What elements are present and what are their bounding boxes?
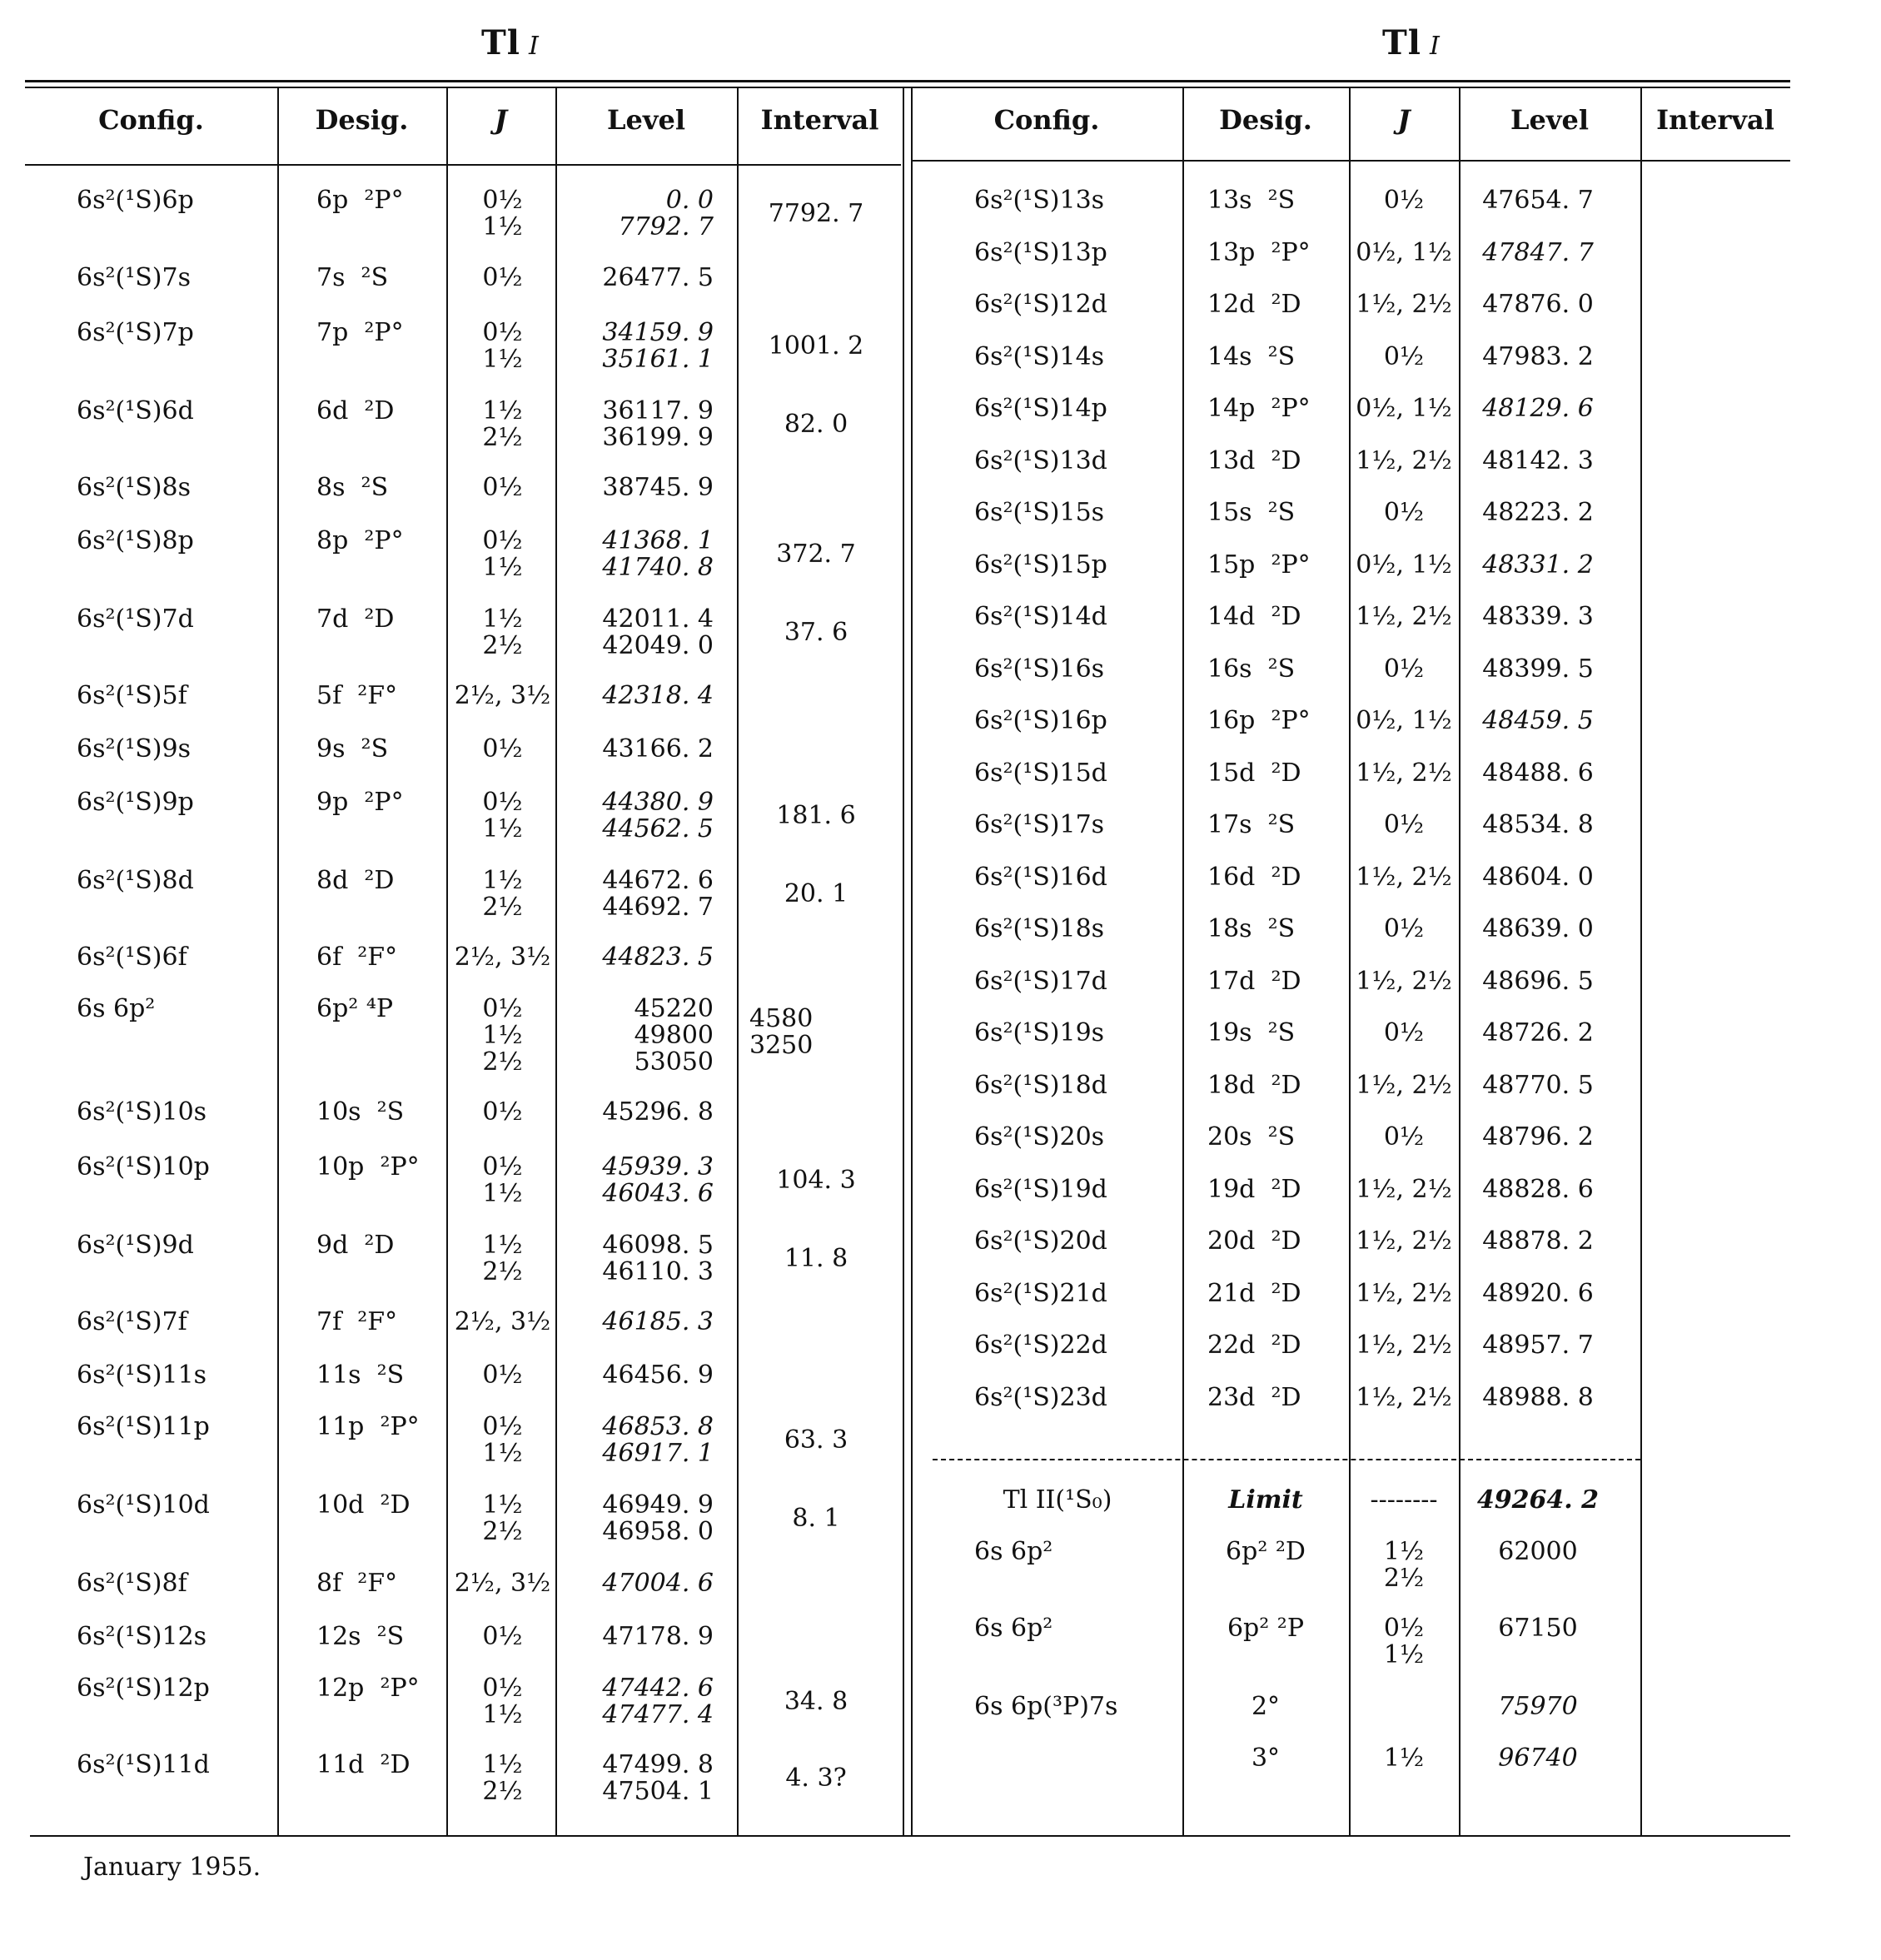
left-row-level: 46853. 8 46917. 1 <box>602 1412 714 1468</box>
right-row-desig: 16s ²S <box>1207 654 1296 684</box>
right-row-level: 48696. 5 <box>1482 966 1594 996</box>
left-row-j: 2½, 3½ <box>454 943 551 972</box>
right-header-interval: Interval <box>1656 104 1774 136</box>
left-row-desig: 9s ²S <box>316 734 389 764</box>
bottom-rule <box>30 1835 1790 1837</box>
right-row-j: 1½, 2½ <box>1356 1226 1452 1256</box>
top-rule-2 <box>25 87 1790 88</box>
left-row-j: 0½ <box>482 1097 523 1127</box>
right-header-desig: Desig. <box>1219 104 1312 136</box>
left-row-level: 44823. 5 <box>602 943 714 972</box>
extra-row-desig: 3° <box>1251 1744 1281 1773</box>
left-row-config: 6s²(¹S)8s <box>77 473 191 502</box>
right-row-config: 6s²(¹S)15s <box>974 498 1105 527</box>
left-row-config: 6s²(¹S)10p <box>77 1152 210 1181</box>
right-row-config: 6s²(¹S)18s <box>974 914 1105 943</box>
right-row-config: 6s²(¹S)14p <box>974 394 1107 423</box>
left-row-j: 0½ 1½ <box>482 186 523 241</box>
left-row-config: 6s²(¹S)10d <box>77 1490 210 1520</box>
extra-row-level: 96740 <box>1498 1744 1578 1773</box>
left-row-config: 6s²(¹S)12s <box>77 1622 207 1651</box>
right-row-desig: 15s ²S <box>1207 498 1296 527</box>
right-row-j: 1½, 2½ <box>1356 1278 1452 1308</box>
right-title-element: Tl <box>1382 23 1421 62</box>
right-row-level: 47983. 2 <box>1482 341 1594 371</box>
right-row-desig: 20s ²S <box>1207 1122 1296 1152</box>
left-row-j: 0½ 1½ <box>482 526 523 582</box>
left-row-j: 0½ 1½ <box>482 1152 523 1208</box>
right-row-level: 48399. 5 <box>1482 654 1594 684</box>
right-row-config: 6s²(¹S)16p <box>974 706 1107 735</box>
extra-row-level: 67150 <box>1498 1614 1578 1643</box>
left-row-config: 6s²(¹S)11d <box>77 1750 210 1779</box>
right-row-desig: 14s ²S <box>1207 341 1296 371</box>
left-row-desig: 6p² ⁴P <box>316 994 394 1023</box>
left-row-desig: 11s ²S <box>316 1361 405 1390</box>
right-row-desig: 15d ²D <box>1207 758 1301 788</box>
extra-row-desig: 2° <box>1251 1692 1281 1721</box>
extra-row-config: 6s 6p(³P)7s <box>974 1692 1118 1721</box>
right-row-level: 48988. 8 <box>1482 1382 1594 1412</box>
right-row-j: 0½, 1½ <box>1356 706 1452 735</box>
left-row-desig: 8d ²D <box>316 866 395 895</box>
left-row-level: 46949. 9 46958. 0 <box>602 1490 714 1546</box>
right-row-j: 1½, 2½ <box>1356 1331 1452 1360</box>
left-row-config: 6s²(¹S)6d <box>77 396 194 425</box>
left-row-level: 44672. 6 44692. 7 <box>602 866 714 922</box>
right-row-config: 6s²(¹S)23d <box>974 1382 1107 1412</box>
extra-row-level: 75970 <box>1498 1692 1578 1721</box>
right-row-config: 6s²(¹S)16s <box>974 654 1105 684</box>
limit-config: Tl II(¹S₀) <box>1003 1485 1112 1515</box>
left-row-j: 0½ <box>482 1622 523 1651</box>
limit-j: -------- <box>1370 1485 1438 1515</box>
left-row-j: 0½ <box>482 1361 523 1390</box>
table-divider-b <box>911 88 913 1835</box>
right-row-desig: 17s ²S <box>1207 810 1296 839</box>
right-row-j: 0½ <box>1383 1018 1425 1047</box>
right-row-j: 0½ <box>1383 498 1425 527</box>
left-row-level: 47178. 9 <box>602 1622 714 1651</box>
right-row-level: 48129. 6 <box>1482 394 1594 423</box>
left-row-j: 1½ 2½ <box>482 604 523 660</box>
left-row-j: 0½ 1½ <box>482 1674 523 1729</box>
left-row-desig: 6p ²P° <box>316 186 404 215</box>
right-row-desig: 14d ²D <box>1207 602 1301 631</box>
left-row-interval: 4580 3250 <box>749 1004 814 1060</box>
left-row-desig: 7d ²D <box>316 604 395 634</box>
left-header-desig: Desig. <box>315 104 409 136</box>
right-row-level: 48459. 5 <box>1482 706 1594 735</box>
right-row-config: 6s²(¹S)13d <box>974 445 1107 475</box>
right-row-desig: 16d ²D <box>1207 862 1301 892</box>
right-header-j: J <box>1397 104 1411 136</box>
left-row-j: 2½, 3½ <box>454 681 551 710</box>
right-header-rule <box>911 160 1790 162</box>
right-table-dashed-rule <box>933 1459 1640 1460</box>
right-row-j: 1½, 2½ <box>1356 758 1452 788</box>
right-row-j: 1½, 2½ <box>1356 1382 1452 1412</box>
left-row-level: 47442. 6 47477. 4 <box>602 1674 714 1729</box>
left-row-level: 45220 49800 53050 <box>634 994 714 1077</box>
left-row-j: 0½ 1½ 2½ <box>482 994 523 1077</box>
right-row-j: 0½ <box>1383 1122 1425 1152</box>
left-row-level: 46456. 9 <box>602 1361 714 1390</box>
left-row-config: 6s 6p² <box>77 994 156 1023</box>
left-row-level: 47499. 8 47504. 1 <box>602 1750 714 1806</box>
left-row-j: 0½ <box>482 734 523 764</box>
left-col-sep-1 <box>277 88 279 1835</box>
left-row-interval: 181. 6 <box>776 801 856 830</box>
left-col-sep-2 <box>446 88 448 1835</box>
left-row-desig: 9p ²P° <box>316 788 404 817</box>
right-row-j: 1½, 2½ <box>1356 1070 1452 1100</box>
right-title-roman: I <box>1429 32 1441 61</box>
right-row-level: 47654. 7 <box>1482 186 1594 215</box>
left-row-level: 46098. 5 46110. 3 <box>602 1231 714 1286</box>
right-row-desig: 23d ²D <box>1207 1382 1301 1412</box>
right-row-config: 6s²(¹S)15p <box>974 550 1107 580</box>
right-row-config: 6s²(¹S)18d <box>974 1070 1107 1100</box>
left-row-j: 2½, 3½ <box>454 1307 551 1336</box>
left-row-level: 44380. 9 44562. 5 <box>602 788 714 843</box>
right-row-j: 1½, 2½ <box>1356 966 1452 996</box>
left-row-interval: 372. 7 <box>776 540 856 569</box>
left-row-level: 42011. 4 42049. 0 <box>602 604 714 660</box>
right-row-desig: 17d ²D <box>1207 966 1301 996</box>
right-row-config: 6s²(¹S)20s <box>974 1122 1105 1152</box>
left-row-j: 1½ 2½ <box>482 396 523 452</box>
left-row-desig: 7s ²S <box>316 263 389 292</box>
right-row-j: 1½, 2½ <box>1356 602 1452 631</box>
left-row-interval: 104. 3 <box>776 1166 856 1195</box>
right-row-config: 6s²(¹S)17s <box>974 810 1105 839</box>
left-row-j: 0½ 1½ <box>482 318 523 374</box>
left-row-interval: 7792. 7 <box>768 199 864 228</box>
left-row-level: 38745. 9 <box>602 473 714 502</box>
right-row-desig: 18d ²D <box>1207 1070 1301 1100</box>
right-row-j: 0½, 1½ <box>1356 237 1452 267</box>
right-row-desig: 19s ²S <box>1207 1018 1296 1047</box>
right-row-config: 6s²(¹S)13p <box>974 237 1107 267</box>
left-row-level: 45296. 8 <box>602 1097 714 1127</box>
left-row-desig: 11d ²D <box>316 1750 411 1779</box>
right-row-desig: 13d ²D <box>1207 445 1301 475</box>
left-row-desig: 8f ²F° <box>316 1569 398 1598</box>
left-row-level: 0. 0 7792. 7 <box>618 186 714 241</box>
right-row-level: 48223. 2 <box>1482 498 1594 527</box>
right-row-level: 47847. 7 <box>1482 237 1594 267</box>
left-row-interval: 63. 3 <box>784 1425 848 1455</box>
right-row-config: 6s²(¹S)19d <box>974 1174 1107 1204</box>
table-divider-a <box>903 88 904 1835</box>
right-row-level: 48726. 2 <box>1482 1018 1594 1047</box>
left-row-desig: 12p ²P° <box>316 1674 420 1703</box>
left-row-j: 0½ <box>482 263 523 292</box>
right-table-title <box>1382 23 1441 62</box>
left-row-config: 6s²(¹S)10s <box>77 1097 207 1127</box>
left-row-interval: 4. 3? <box>785 1764 847 1793</box>
right-row-j: 1½, 2½ <box>1356 445 1452 475</box>
left-row-j: 2½, 3½ <box>454 1569 551 1598</box>
left-header-j: J <box>494 104 508 136</box>
left-row-desig: 9d ²D <box>316 1231 395 1260</box>
left-row-level: 41368. 1 41740. 8 <box>602 526 714 582</box>
right-header-level: Level <box>1510 104 1589 136</box>
right-row-j: 0½ <box>1383 914 1425 943</box>
left-row-config: 6s²(¹S)9p <box>77 788 194 817</box>
left-row-desig: 8p ²P° <box>316 526 404 555</box>
right-row-level: 48878. 2 <box>1482 1226 1594 1256</box>
extra-row-desig: 6p² ²P <box>1227 1614 1305 1643</box>
left-row-interval: 82. 0 <box>784 410 848 439</box>
right-row-level: 48828. 6 <box>1482 1174 1594 1204</box>
right-row-desig: 15p ²P° <box>1207 550 1311 580</box>
right-row-desig: 21d ²D <box>1207 1278 1301 1308</box>
extra-row-level: 62000 <box>1498 1537 1578 1566</box>
right-row-level: 48339. 3 <box>1482 602 1594 631</box>
left-row-config: 6s²(¹S)8f <box>77 1569 187 1598</box>
right-row-desig: 22d ²D <box>1207 1331 1301 1360</box>
right-row-level: 48534. 8 <box>1482 810 1594 839</box>
left-title-element: Tl <box>481 23 520 62</box>
right-row-level: 47876. 0 <box>1482 290 1594 319</box>
left-row-config: 6s²(¹S)7d <box>77 604 194 634</box>
left-row-config: 6s²(¹S)8p <box>77 526 194 555</box>
left-row-j: 1½ 2½ <box>482 1750 523 1806</box>
left-row-config: 6s²(¹S)9d <box>77 1231 194 1260</box>
left-row-config: 6s²(¹S)8d <box>77 866 194 895</box>
left-row-config: 6s²(¹S)11s <box>77 1361 207 1390</box>
right-row-level: 48639. 0 <box>1482 914 1594 943</box>
right-row-config: 6s²(¹S)15d <box>974 758 1107 788</box>
right-row-config: 6s²(¹S)14s <box>974 341 1105 371</box>
right-row-config: 6s²(¹S)13s <box>974 186 1105 215</box>
left-row-config: 6s²(¹S)12p <box>77 1674 210 1703</box>
right-row-desig: 20d ²D <box>1207 1226 1301 1256</box>
extra-row-config: 6s 6p² <box>974 1537 1053 1566</box>
right-col-sep-1 <box>1182 88 1184 1835</box>
left-row-config: 6s²(¹S)7p <box>77 318 194 347</box>
extra-row-j: 0½ 1½ <box>1383 1614 1425 1669</box>
left-row-j: 0½ <box>482 473 523 502</box>
left-row-interval: 37. 6 <box>784 618 848 647</box>
left-row-desig: 10d ²D <box>316 1490 411 1520</box>
left-table-title <box>481 23 540 62</box>
footer-date: January 1955. <box>83 1853 261 1882</box>
left-row-desig: 10s ²S <box>316 1097 405 1127</box>
right-row-j: 0½, 1½ <box>1356 550 1452 580</box>
left-row-desig: 8s ²S <box>316 473 389 502</box>
left-row-level: 46185. 3 <box>602 1307 714 1336</box>
left-row-level: 43166. 2 <box>602 734 714 764</box>
extra-row-j: 1½ <box>1383 1744 1425 1773</box>
left-row-j: 0½ 1½ <box>482 788 523 843</box>
left-header-interval: Interval <box>760 104 879 136</box>
left-row-interval: 1001. 2 <box>768 331 864 361</box>
right-row-desig: 18s ²S <box>1207 914 1296 943</box>
right-row-j: 0½ <box>1383 810 1425 839</box>
right-row-j: 1½, 2½ <box>1356 290 1452 319</box>
top-rule-1 <box>25 80 1790 82</box>
extra-row-j: 1½ 2½ <box>1383 1537 1425 1593</box>
left-col-sep-4 <box>737 88 739 1835</box>
left-row-level: 34159. 9 35161. 1 <box>602 318 714 374</box>
left-row-config: 6s²(¹S)9s <box>77 734 191 764</box>
right-row-level: 48920. 6 <box>1482 1278 1594 1308</box>
left-row-config: 6s²(¹S)5f <box>77 681 187 710</box>
extra-row-config: 6s 6p² <box>974 1614 1053 1643</box>
left-row-interval: 11. 8 <box>784 1244 848 1273</box>
left-row-level: 47004. 6 <box>602 1569 714 1598</box>
right-row-config: 6s²(¹S)21d <box>974 1278 1107 1308</box>
left-row-interval: 34. 8 <box>784 1687 848 1716</box>
left-row-level: 42318. 4 <box>602 681 714 710</box>
extra-row-desig: 6p² ²D <box>1226 1537 1306 1566</box>
right-row-j: 0½ <box>1383 186 1425 215</box>
left-row-config: 6s²(¹S)11p <box>77 1412 210 1441</box>
left-row-config: 6s²(¹S)6p <box>77 186 194 215</box>
left-row-desig: 5f ²F° <box>316 681 398 710</box>
right-col-sep-4 <box>1640 88 1642 1835</box>
right-row-j: 0½ <box>1383 654 1425 684</box>
right-row-level: 48331. 2 <box>1482 550 1594 580</box>
left-header-rule <box>25 164 901 166</box>
left-row-interval: 20. 1 <box>784 879 848 908</box>
right-row-config: 6s²(¹S)14d <box>974 602 1107 631</box>
right-row-config: 6s²(¹S)17d <box>974 966 1107 996</box>
right-row-desig: 19d ²D <box>1207 1174 1301 1204</box>
right-row-desig: 14p ²P° <box>1207 394 1311 423</box>
right-row-level: 48957. 7 <box>1482 1331 1594 1360</box>
right-row-config: 6s²(¹S)12d <box>974 290 1107 319</box>
right-row-level: 48796. 2 <box>1482 1122 1594 1152</box>
right-row-config: 6s²(¹S)20d <box>974 1226 1107 1256</box>
right-row-j: 0½, 1½ <box>1356 394 1452 423</box>
limit-desig: Limit <box>1228 1485 1303 1515</box>
right-header-config: Config. <box>993 104 1100 136</box>
left-row-desig: 12s ²S <box>316 1622 405 1651</box>
left-header-config: Config. <box>98 104 204 136</box>
right-row-config: 6s²(¹S)19s <box>974 1018 1105 1047</box>
right-row-j: 0½ <box>1383 341 1425 371</box>
left-row-config: 6s²(¹S)7f <box>77 1307 187 1336</box>
right-row-config: 6s²(¹S)16d <box>974 862 1107 892</box>
left-row-config: 6s²(¹S)6f <box>77 943 187 972</box>
left-row-j: 1½ 2½ <box>482 1490 523 1546</box>
left-row-desig: 7f ²F° <box>316 1307 398 1336</box>
left-row-interval: 8. 1 <box>792 1504 840 1533</box>
right-row-level: 48142. 3 <box>1482 445 1594 475</box>
right-row-level: 48604. 0 <box>1482 862 1594 892</box>
left-row-level: 36117. 9 36199. 9 <box>602 396 714 452</box>
right-row-desig: 12d ²D <box>1207 290 1301 319</box>
right-row-level: 48488. 6 <box>1482 758 1594 788</box>
left-row-j: 1½ 2½ <box>482 866 523 922</box>
right-row-desig: 13p ²P° <box>1207 237 1311 267</box>
limit-level: 49264. 2 <box>1476 1485 1600 1515</box>
left-row-desig: 7p ²P° <box>316 318 404 347</box>
right-row-j: 1½, 2½ <box>1356 1174 1452 1204</box>
right-row-config: 6s²(¹S)22d <box>974 1331 1107 1360</box>
left-row-j: 1½ 2½ <box>482 1231 523 1286</box>
left-row-desig: 11p ²P° <box>316 1412 420 1441</box>
right-row-j: 1½, 2½ <box>1356 862 1452 892</box>
left-row-j: 0½ 1½ <box>482 1412 523 1468</box>
right-row-desig: 13s ²S <box>1207 186 1296 215</box>
left-row-desig: 10p ²P° <box>316 1152 420 1181</box>
left-title-roman: I <box>528 32 540 61</box>
left-row-desig: 6f ²F° <box>316 943 398 972</box>
left-row-level: 45939. 3 46043. 6 <box>602 1152 714 1208</box>
left-row-level: 26477. 5 <box>602 263 714 292</box>
right-row-desig: 16p ²P° <box>1207 706 1311 735</box>
left-header-level: Level <box>607 104 685 136</box>
left-row-desig: 6d ²D <box>316 396 395 425</box>
left-row-config: 6s²(¹S)7s <box>77 263 191 292</box>
right-row-level: 48770. 5 <box>1482 1070 1594 1100</box>
